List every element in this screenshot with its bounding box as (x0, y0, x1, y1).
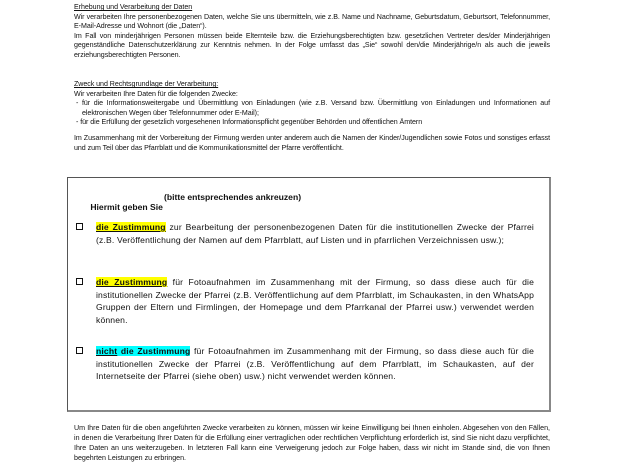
consent-item-text (96, 345, 534, 383)
consent-title-text: Hiermit geben Sie (90, 202, 163, 212)
checkbox-photos-no-consent[interactable] (76, 347, 83, 354)
consent-item-text (96, 276, 534, 326)
highlight-nicht: nicht (96, 346, 118, 356)
heading-purpose: Zweck und Rechtsgrundlage der Verarbeitung: (74, 80, 219, 88)
purpose-bullet-1: - für die Informationsweitergabe und Übermittlung von Einladungen (wie z.B. Versand bzw. Übermittlung von Einladungen und Informationen auf elektronischen Wegen über Telefonnummer oder E-Mail); (76, 99, 550, 117)
highlight-consent: die Zustimmung (96, 222, 166, 232)
section-no-consent-required (74, 423, 550, 463)
paragraph-firmung-publication: Im Zusammenhang mit der Vorbereitung der Firmung werden unter anderem auch die Namen der Kinder/Jugendlichen sowie Fotos und sonstiges erfasst und zum Teil über das Pfarrblatt und die Kommunikationsmittel der Pfarre veröffentlicht. (74, 133, 550, 152)
highlight-no-consent (96, 346, 190, 356)
checkbox-photos-consent[interactable] (76, 278, 83, 285)
consent-item-body: für Fotoaufnahmen im Zusammenhang mit der Firmung, so dass diese auch für die institutionellen Zwecke der Pfarrei (z.B. Veröffentlichung auf dem Pfarrblatt, im Schaukasten, in den WhatsApp Gruppen der Eltern und Firmlingen, der Homepage und dem Pfarrkanal der Pfarrei usw.) verwendet werden können. (96, 277, 534, 325)
checkbox-data-processing[interactable] (76, 223, 83, 230)
highlight-consent: die Zustimmung (96, 277, 168, 287)
consent-hint: (bitte entsprechendes ankreuzen) (164, 192, 302, 202)
purpose-intro: Wir verarbeiten Ihre Daten für die folgenden Zwecke: (74, 89, 238, 98)
section-data-collection (74, 3, 550, 61)
heading-data-collection: Erhebung und Verarbeitung der Daten (74, 3, 193, 11)
section-purpose (74, 80, 550, 153)
consent-item-text (96, 221, 534, 246)
paragraph-minors: Im Fall von minderjährigen Personen müssen beide Elternteile bzw. die Erziehungsberechtigten bzw. gesetzlichen Vertreter des/der Minderjährigen gegenständliche Datenschutzerklärung zur Kenntnis nehmen. In der Folge umfasst das „Sie“ sowohl den/die Minderjährige/n als auch die jeweils erziehungsberechtigten Personen. (74, 31, 550, 59)
highlight-consent: die Zustimmung (117, 346, 191, 356)
paragraph-consent-not-required: Um Ihre Daten für die oben angeführten Zwecke verarbeiten zu können, müssen wir keine Einwilligung bei Ihnen einholen. Abgesehen von den Fällen, in denen die Verarbeitung Ihrer Daten für die Erfüllung einer vertraglichen oder rechtlichen Verpflichtung erforderlich ist, sind Sie nicht dazu verpflichtet, Ihre Daten an uns weiterzugeben. In letzteren Fall kann eine Verweigerung jedoch zur Folge haben, dass wir nicht im Stande sind, die von Ihnen begehrten Leistungen zu erbringen. (74, 424, 550, 462)
paragraph-data-types: Wir verarbeiten Ihre personenbezogenen Daten, welche Sie uns übermitteln, wie z.B. Name und Nachname, Geburtsdatum, Geburtsort, Telefonnummer, E-Mail-Adresse und Wohnort (die „Daten“). (74, 12, 550, 31)
consent-item-body: für Fotoaufnahmen im Zusammenhang mit der Firmung, so dass diese auch für die institutionellen Zwecke der Pfarrei (z.B. Veröffentlichung auf dem Pfarrblatt, im Schaukasten, auf der Internetseite der Pfarrei (siehe oben) usw.) nicht verwendet werden können. (96, 346, 534, 381)
consent-box (67, 177, 551, 412)
purpose-bullet-2: - für die Erfüllung der gesetzlich vorgesehenen Informationspflicht gegenüber Behörden und öffentlichen Ämtern (76, 118, 423, 127)
consent-item-body: zur Bearbeitung der personenbezogenen Daten für die institutionellen Zwecke der Pfarrei (z.B. Veröffentlichung der Namen auf dem Pfarrblatt, auf Listen und in pfarrlichen Verzeichnissen usw.); (96, 222, 534, 245)
